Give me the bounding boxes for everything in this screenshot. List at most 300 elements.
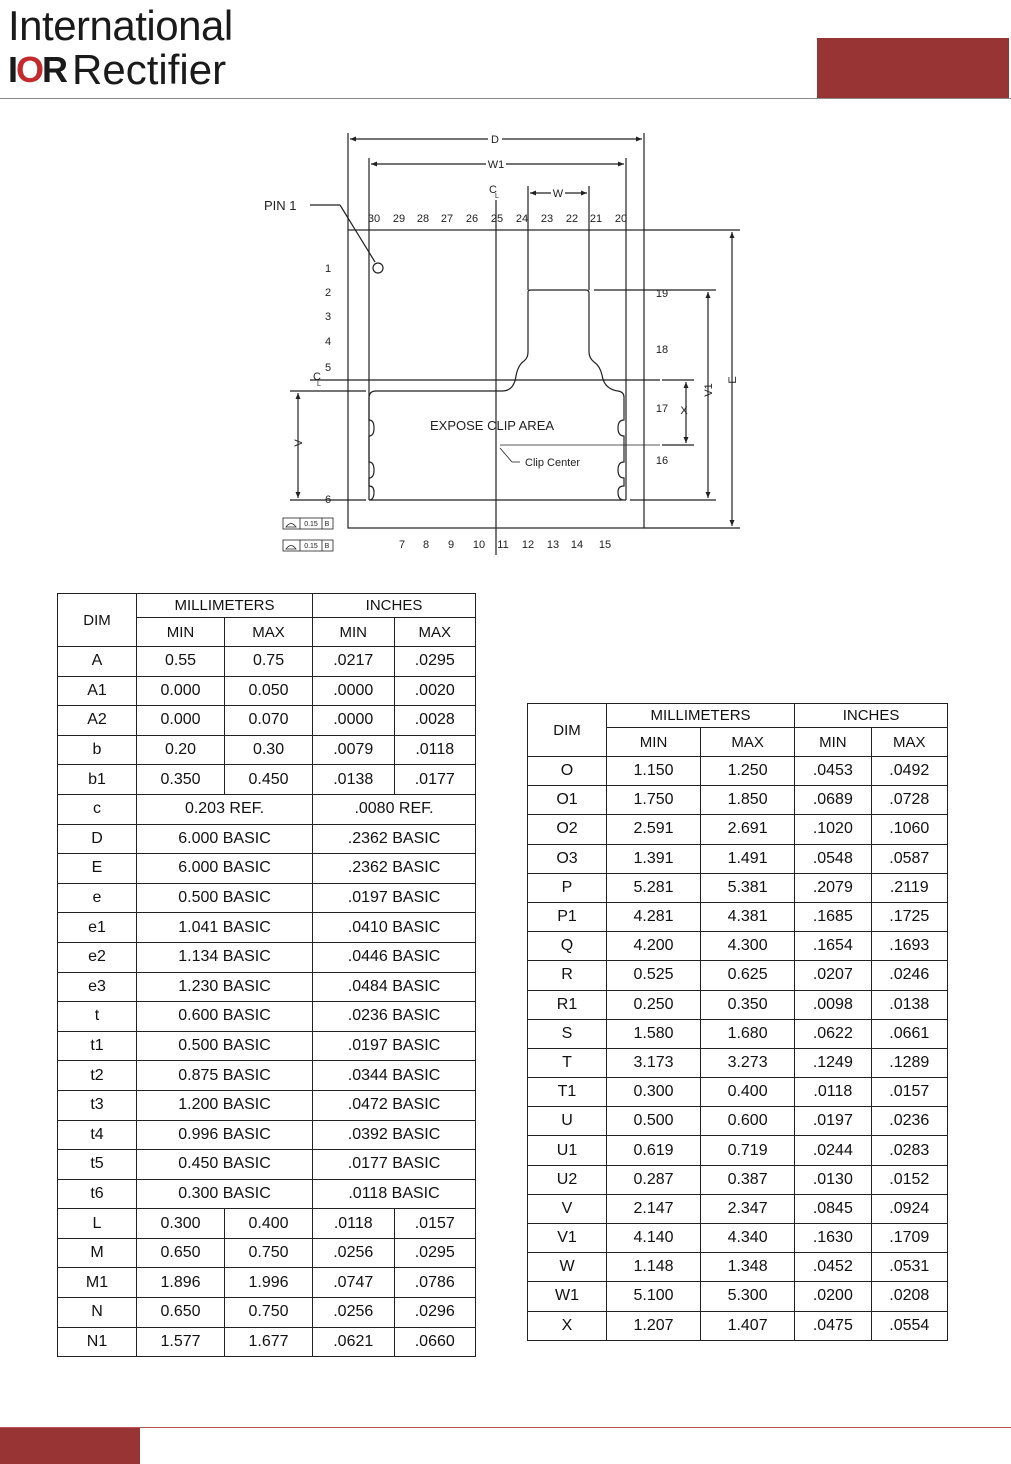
clip-center-label: Clip Center	[525, 457, 581, 469]
table-row	[58, 1238, 476, 1268]
dim-value: 0.525	[607, 961, 701, 990]
dim-value: .0207	[795, 961, 871, 990]
dim-value: 3.273	[701, 1048, 795, 1077]
dim-label-x: X	[680, 405, 688, 417]
dim-value: 1.680	[701, 1019, 795, 1048]
dim-value: 0.300	[607, 1078, 701, 1107]
dim-value: 0.250	[607, 990, 701, 1019]
header-millimeters: MILLIMETERS	[137, 594, 313, 618]
pin-number-label: 21	[589, 213, 603, 225]
header-inches: INCHES	[313, 594, 476, 618]
pin-number-label: 12	[521, 539, 535, 551]
dim-value: 1.407	[701, 1311, 795, 1340]
pin-number-label: 25	[490, 213, 504, 225]
header-dim: DIM	[528, 704, 607, 757]
pin-number-label: 23	[540, 213, 554, 225]
dim-value: .1654	[795, 932, 871, 961]
table-row	[58, 1298, 476, 1328]
table-row	[528, 1078, 948, 1107]
dim-value: 0.600	[701, 1107, 795, 1136]
dim-value: 1.750	[607, 786, 701, 815]
dim-symbol: T1	[528, 1078, 607, 1107]
dim-symbol: e2	[58, 942, 137, 972]
table-row	[58, 824, 476, 854]
dim-value: .0177 BASIC	[313, 1150, 476, 1180]
dim-value: 0.875 BASIC	[137, 1061, 313, 1091]
dim-value: .1693	[871, 932, 947, 961]
dim-symbol: R	[528, 961, 607, 990]
table-row	[528, 1194, 948, 1223]
dim-value: 0.400	[225, 1209, 313, 1239]
dim-value: 6.000 BASIC	[137, 824, 313, 854]
pin-number-label: 16	[655, 455, 669, 467]
dim-symbol: D	[58, 824, 137, 854]
table-row	[58, 1327, 476, 1357]
dim-value: 0.30	[225, 735, 313, 765]
dim-symbol: T	[528, 1048, 607, 1077]
header-mm-min: MIN	[607, 728, 701, 757]
dim-value: .0452	[795, 1253, 871, 1282]
dim-value: 0.619	[607, 1136, 701, 1165]
dim-label-w: W	[552, 188, 564, 200]
dim-value: 0.450 BASIC	[137, 1150, 313, 1180]
dim-value: .0446 BASIC	[313, 942, 476, 972]
dim-value: 1.896	[137, 1268, 225, 1298]
dim-label-v1: V1	[703, 383, 715, 397]
centerline-label-top: C	[489, 184, 497, 196]
dim-value: .0295	[394, 1238, 476, 1268]
dim-value: .0118	[795, 1078, 871, 1107]
dim-value: .0295	[394, 647, 476, 677]
table-row	[58, 1268, 476, 1298]
dim-value: 0.450	[225, 765, 313, 795]
dim-symbol: O	[528, 757, 607, 786]
dim-value: .0208	[871, 1282, 947, 1311]
table-row	[528, 902, 948, 931]
dim-value: 0.500	[607, 1107, 701, 1136]
dim-label-e: E	[727, 376, 739, 384]
dim-value: 0.650	[137, 1298, 225, 1328]
dim-value: .0296	[394, 1298, 476, 1328]
dim-value: 4.340	[701, 1224, 795, 1253]
table-row	[528, 961, 948, 990]
dim-value: .0622	[795, 1019, 871, 1048]
dim-value: .0689	[795, 786, 871, 815]
dim-symbol: t5	[58, 1150, 137, 1180]
header-in-max: MAX	[394, 618, 476, 647]
dim-value: .0138	[313, 765, 394, 795]
dim-value: 4.200	[607, 932, 701, 961]
dim-symbol: N1	[58, 1327, 137, 1357]
pin-number-label: 5	[324, 362, 332, 374]
tolerance-value-1: 0.15	[304, 521, 318, 528]
dim-symbol: A1	[58, 676, 137, 706]
dim-value: .0079	[313, 735, 394, 765]
dim-symbol: e1	[58, 913, 137, 943]
dim-symbol: M1	[58, 1268, 137, 1298]
dim-value: .0197 BASIC	[313, 1031, 476, 1061]
dim-value: 0.300	[137, 1209, 225, 1239]
dim-value: 0.500 BASIC	[137, 1031, 313, 1061]
table-row	[58, 942, 476, 972]
dim-value: .1630	[795, 1224, 871, 1253]
dim-symbol: O3	[528, 844, 607, 873]
table-row	[58, 883, 476, 913]
dim-symbol: t	[58, 1002, 137, 1032]
table-row	[58, 972, 476, 1002]
dim-value: .1249	[795, 1048, 871, 1077]
pin-number-label: 7	[398, 539, 406, 551]
dim-symbol: t1	[58, 1031, 137, 1061]
centerline-label-left-sub: L	[317, 381, 321, 388]
table-row	[58, 1179, 476, 1209]
dim-value: .2079	[795, 873, 871, 902]
dim-value: 0.350	[701, 990, 795, 1019]
dim-value: .0157	[871, 1078, 947, 1107]
dim-value: .0138	[871, 990, 947, 1019]
dim-value: 5.381	[701, 873, 795, 902]
table-row	[58, 1120, 476, 1150]
dim-value: 1.580	[607, 1019, 701, 1048]
dim-value: .0924	[871, 1194, 947, 1223]
pin-number-label: 27	[440, 213, 454, 225]
dimension-table-right	[527, 703, 948, 1341]
centerline-label-top-sub: L	[495, 193, 499, 200]
table-row	[58, 913, 476, 943]
dim-value: .0410 BASIC	[313, 913, 476, 943]
dim-symbol: c	[58, 794, 137, 824]
header-inches: INCHES	[795, 704, 948, 728]
dim-value: .0554	[871, 1311, 947, 1340]
dim-value: 0.650	[137, 1238, 225, 1268]
dim-value: 0.55	[137, 647, 225, 677]
dim-value: 1.148	[607, 1253, 701, 1282]
pin-number-label: 10	[472, 539, 486, 551]
dim-value: 0.600 BASIC	[137, 1002, 313, 1032]
dim-value: .0197	[795, 1107, 871, 1136]
table-row	[528, 1311, 948, 1340]
pin-number-label: 2	[324, 287, 332, 299]
pin1-label: PIN 1	[264, 198, 297, 213]
dim-value: 0.287	[607, 1165, 701, 1194]
tolerance-value-2: 0.15	[304, 543, 318, 550]
dim-label-w1: W1	[487, 159, 505, 171]
dim-label-v: V	[293, 439, 305, 447]
dim-value: .0080 REF.	[313, 794, 476, 824]
header-in-min: MIN	[313, 618, 394, 647]
table-row	[528, 1282, 948, 1311]
dim-value: .0098	[795, 990, 871, 1019]
header-mm-max: MAX	[701, 728, 795, 757]
dim-value: .0786	[394, 1268, 476, 1298]
header-mm-min: MIN	[137, 618, 225, 647]
dim-value: .0531	[871, 1253, 947, 1282]
dim-value: .0472 BASIC	[313, 1090, 476, 1120]
pin-number-label: 17	[655, 403, 669, 415]
dim-symbol: N	[58, 1298, 137, 1328]
dim-symbol: U	[528, 1107, 607, 1136]
dim-value: 0.300 BASIC	[137, 1179, 313, 1209]
table-row	[58, 765, 476, 795]
dim-symbol: W1	[528, 1282, 607, 1311]
table-row	[528, 1253, 948, 1282]
dim-value: 0.996 BASIC	[137, 1120, 313, 1150]
dim-value: .2362 BASIC	[313, 854, 476, 884]
dim-value: 4.300	[701, 932, 795, 961]
dim-value: .0130	[795, 1165, 871, 1194]
dimension-table-left	[57, 593, 476, 1357]
dim-symbol: b1	[58, 765, 137, 795]
dim-value: .0845	[795, 1194, 871, 1223]
dim-value: .0152	[871, 1165, 947, 1194]
dim-value: .0453	[795, 757, 871, 786]
dim-value: .1685	[795, 902, 871, 931]
dim-symbol: e	[58, 883, 137, 913]
dim-value: .0548	[795, 844, 871, 873]
footer-divider	[0, 1427, 1011, 1428]
dim-value: .0000	[313, 706, 394, 736]
dim-symbol: L	[58, 1209, 137, 1239]
table-row	[58, 735, 476, 765]
dim-value: 1.348	[701, 1253, 795, 1282]
dim-value: .0256	[313, 1238, 394, 1268]
dim-value: 1.250	[701, 757, 795, 786]
dim-symbol: U1	[528, 1136, 607, 1165]
dim-symbol: X	[528, 1311, 607, 1340]
dim-value: .0283	[871, 1136, 947, 1165]
dim-symbol: t4	[58, 1120, 137, 1150]
dim-value: .0177	[394, 765, 476, 795]
dim-label-d: D	[491, 134, 499, 146]
pin-number-label: 30	[367, 213, 381, 225]
dim-value: .0747	[313, 1268, 394, 1298]
footer-accent-block	[0, 1428, 140, 1464]
dim-value: 0.387	[701, 1165, 795, 1194]
dim-value: .0392 BASIC	[313, 1120, 476, 1150]
dim-value: 0.070	[225, 706, 313, 736]
dim-symbol: A2	[58, 706, 137, 736]
dim-symbol: A	[58, 647, 137, 677]
pin-number-label: 13	[546, 539, 560, 551]
dim-symbol: E	[58, 854, 137, 884]
dim-value: 0.000	[137, 706, 225, 736]
pin-number-label: 26	[465, 213, 479, 225]
dim-value: .2119	[871, 873, 947, 902]
table-row	[58, 1090, 476, 1120]
tolerance-ref-2: B	[324, 543, 330, 550]
dim-value: .0492	[871, 757, 947, 786]
dim-value: 0.500 BASIC	[137, 883, 313, 913]
dim-value: .0484 BASIC	[313, 972, 476, 1002]
dim-value: 0.625	[701, 961, 795, 990]
dim-value: 1.134 BASIC	[137, 942, 313, 972]
dim-symbol: e3	[58, 972, 137, 1002]
header-millimeters: MILLIMETERS	[607, 704, 795, 728]
dimension-rows-right	[528, 757, 948, 1341]
logo-text-international: International	[8, 2, 233, 49]
dim-symbol: V	[528, 1194, 607, 1223]
dim-value: 6.000 BASIC	[137, 854, 313, 884]
dim-value: .1725	[871, 902, 947, 931]
table-row	[528, 1019, 948, 1048]
dim-value: 5.100	[607, 1282, 701, 1311]
expose-clip-area-label: EXPOSE CLIP AREA	[430, 418, 555, 433]
dim-value: 1.230 BASIC	[137, 972, 313, 1002]
table-row	[528, 873, 948, 902]
dim-value: .0244	[795, 1136, 871, 1165]
table-row	[528, 1048, 948, 1077]
dim-value: .0197 BASIC	[313, 883, 476, 913]
dim-value: 2.147	[607, 1194, 701, 1223]
dim-value: 0.350	[137, 765, 225, 795]
table-row	[528, 844, 948, 873]
dim-value: .0587	[871, 844, 947, 873]
dim-value: 1.491	[701, 844, 795, 873]
pin-number-label: 1	[324, 263, 332, 275]
package-outline-drawing	[0, 0, 1011, 580]
dim-value: 0.000	[137, 676, 225, 706]
pin-number-label: 8	[422, 539, 430, 551]
dim-symbol: U2	[528, 1165, 607, 1194]
dim-value: .0475	[795, 1311, 871, 1340]
dim-value: .0157	[394, 1209, 476, 1239]
dim-value: 1.200 BASIC	[137, 1090, 313, 1120]
dim-value: .1020	[795, 815, 871, 844]
pin-number-label: 29	[392, 213, 406, 225]
table-row	[528, 1107, 948, 1136]
pin-number-label: 20	[614, 213, 628, 225]
dim-value: .0621	[313, 1327, 394, 1357]
dim-value: 1.041 BASIC	[137, 913, 313, 943]
dim-value: .0236 BASIC	[313, 1002, 476, 1032]
dim-symbol: R1	[528, 990, 607, 1019]
header-mm-max: MAX	[225, 618, 313, 647]
table-row	[528, 1136, 948, 1165]
table-row	[58, 1061, 476, 1091]
dim-value: .0028	[394, 706, 476, 736]
centerline-label-left: C	[313, 371, 321, 383]
table-row	[58, 1031, 476, 1061]
dim-value: .0246	[871, 961, 947, 990]
dim-symbol: O1	[528, 786, 607, 815]
table-row	[528, 815, 948, 844]
table-row	[58, 1002, 476, 1032]
dim-value: .0118 BASIC	[313, 1179, 476, 1209]
pin-number-label: 15	[598, 539, 612, 551]
dim-value: 5.300	[701, 1282, 795, 1311]
dim-value: 1.677	[225, 1327, 313, 1357]
dim-value: 1.850	[701, 786, 795, 815]
dim-value: 1.150	[607, 757, 701, 786]
dim-value: .0118	[313, 1209, 394, 1239]
table-row	[528, 1224, 948, 1253]
pin-number-label: 9	[447, 539, 455, 551]
dim-symbol: P	[528, 873, 607, 902]
header-in-min: MIN	[795, 728, 871, 757]
dim-value: 1.391	[607, 844, 701, 873]
dim-value: 0.750	[225, 1298, 313, 1328]
dim-value: .0200	[795, 1282, 871, 1311]
ior-logo-mark: IOR	[8, 49, 67, 90]
table-row	[58, 647, 476, 677]
dim-value: 0.050	[225, 676, 313, 706]
dim-value: 2.347	[701, 1194, 795, 1223]
dim-value: 0.750	[225, 1238, 313, 1268]
table-row	[58, 676, 476, 706]
table-row	[58, 1209, 476, 1239]
header-dim: DIM	[58, 594, 137, 647]
dim-value: 0.719	[701, 1136, 795, 1165]
table-row	[528, 786, 948, 815]
table-row	[58, 1150, 476, 1180]
table-row	[528, 990, 948, 1019]
dim-value: 2.591	[607, 815, 701, 844]
pin-number-label: 14	[570, 539, 584, 551]
dim-value: .0000	[313, 676, 394, 706]
dim-value: 3.173	[607, 1048, 701, 1077]
pin-number-label: 3	[324, 311, 332, 323]
dim-value: .0344 BASIC	[313, 1061, 476, 1091]
dim-symbol: O2	[528, 815, 607, 844]
tolerance-ref-1: B	[324, 521, 330, 528]
pin-number-label: 11	[497, 539, 509, 551]
table-row	[528, 757, 948, 786]
pin-number-label: 18	[655, 344, 669, 356]
dimension-rows-left	[58, 647, 476, 1357]
pin-number-label: 24	[515, 213, 529, 225]
dim-value: .0660	[394, 1327, 476, 1357]
logo-text-rectifier: Rectifier	[72, 46, 227, 93]
pin-number-label: 28	[416, 213, 430, 225]
dim-value: .0118	[394, 735, 476, 765]
dim-symbol: t3	[58, 1090, 137, 1120]
dim-symbol: M	[58, 1238, 137, 1268]
dim-symbol: b	[58, 735, 137, 765]
dim-value: 0.75	[225, 647, 313, 677]
table-row	[528, 932, 948, 961]
dim-value: .0256	[313, 1298, 394, 1328]
dim-symbol: Q	[528, 932, 607, 961]
table-row	[58, 706, 476, 736]
dim-symbol: W	[528, 1253, 607, 1282]
dim-value: .0236	[871, 1107, 947, 1136]
pin-number-label: 4	[324, 336, 332, 348]
dim-value: 0.20	[137, 735, 225, 765]
dim-value: 4.281	[607, 902, 701, 931]
pin-number-label: 22	[565, 213, 579, 225]
table-row	[58, 854, 476, 884]
dim-value: .0020	[394, 676, 476, 706]
dim-value: .0661	[871, 1019, 947, 1048]
dim-value: 2.691	[701, 815, 795, 844]
dim-value: .1709	[871, 1224, 947, 1253]
pin-number-label: 6	[324, 494, 332, 506]
dim-value: .1289	[871, 1048, 947, 1077]
pin-number-label: 19	[655, 288, 669, 300]
dim-symbol: V1	[528, 1224, 607, 1253]
table-row	[528, 1165, 948, 1194]
dim-symbol: P1	[528, 902, 607, 931]
dim-value: .1060	[871, 815, 947, 844]
dim-value: 4.140	[607, 1224, 701, 1253]
dim-value: 5.281	[607, 873, 701, 902]
dim-value: 0.400	[701, 1078, 795, 1107]
dim-symbol: t2	[58, 1061, 137, 1091]
dim-value: 1.996	[225, 1268, 313, 1298]
dim-symbol: t6	[58, 1179, 137, 1209]
table-row	[58, 794, 476, 824]
dim-value: 1.207	[607, 1311, 701, 1340]
